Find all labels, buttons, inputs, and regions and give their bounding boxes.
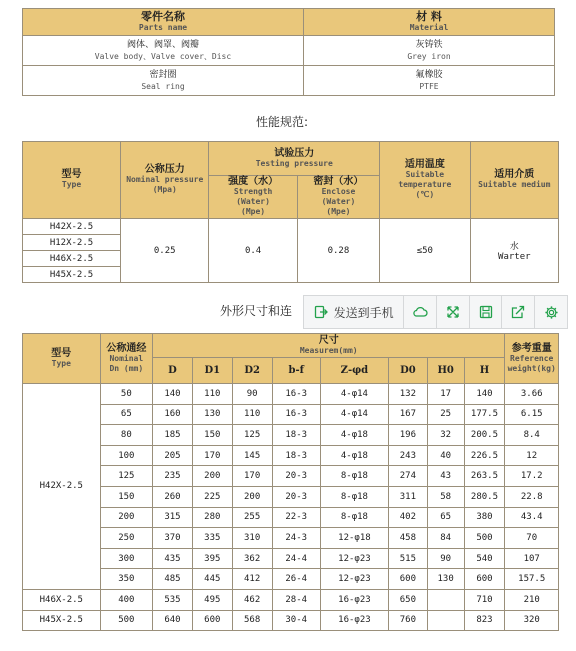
temp-header-unit: (℃) <box>415 190 435 199</box>
table-cell: 125 <box>232 425 272 446</box>
table-cell: 485 <box>153 569 193 590</box>
test-header-cn: 试验压力 <box>274 147 315 159</box>
table-cell: 280 <box>192 507 232 528</box>
np-header-en: Nominal pressure <box>126 175 204 184</box>
table-cell: 20-3 <box>272 486 320 507</box>
model-cell: H12X-2.5 <box>23 235 121 251</box>
table-cell: 58 <box>427 486 464 507</box>
strength-header-sub: (Water) <box>236 197 270 206</box>
table-cell: 760 <box>389 610 428 631</box>
table-cell: 300 <box>100 548 152 569</box>
share-icon <box>511 305 525 319</box>
table-cell: 84 <box>427 528 464 549</box>
table-row <box>23 466 559 487</box>
table-cell: 402 <box>389 507 428 528</box>
settings-icon <box>544 305 559 320</box>
table-cell: 650 <box>389 589 428 610</box>
save-icon <box>479 305 493 319</box>
table-row <box>23 548 559 569</box>
material-header <box>304 9 555 36</box>
table-cell: 4-φ14 <box>320 404 388 425</box>
table-row <box>23 66 555 96</box>
table-cell: 90 <box>232 384 272 405</box>
material-header-cn: 材 料 <box>416 10 442 23</box>
table-cell: 65 <box>427 507 464 528</box>
table-cell: 17.2 <box>505 466 559 487</box>
table-cell: 12-φ23 <box>320 569 388 590</box>
size-header <box>153 334 505 358</box>
table-cell: 30-4 <box>272 610 320 631</box>
table-cell: 3.66 <box>505 384 559 405</box>
table-cell: 177.5 <box>464 404 505 425</box>
table-cell: 8.4 <box>505 425 559 446</box>
medium-value-en: Warter <box>498 252 531 262</box>
table-cell: 8-φ18 <box>320 466 388 487</box>
weight-header-cn: 参考重量 <box>511 342 552 354</box>
type-header-cn: 型号 <box>61 169 82 180</box>
model-cell: H45X-2.5 <box>23 610 101 631</box>
table-cell: 445 <box>192 569 232 590</box>
temperature-value: ≤50 <box>380 219 471 283</box>
table-cell: 370 <box>153 528 193 549</box>
weight-header <box>505 334 559 384</box>
dn-header-unit: Dn (mm) <box>109 363 144 373</box>
table-cell: 24-4 <box>272 548 320 569</box>
expand-icon <box>446 305 460 319</box>
table-cell: 515 <box>389 548 428 569</box>
table-row <box>23 36 555 66</box>
table-cell: 274 <box>389 466 428 487</box>
table-cell: 145 <box>232 445 272 466</box>
table-cell: 395 <box>192 548 232 569</box>
table-cell <box>427 589 464 610</box>
material-name-cn: 灰铸铁 <box>415 39 443 50</box>
material-name-en: PTFE <box>419 81 439 91</box>
performance-table <box>22 141 559 283</box>
part-name-cn: 阀体、阀罩、阀瓣 <box>126 39 199 50</box>
part-name-en: Seal ring <box>141 81 185 91</box>
table-cell: 25 <box>427 404 464 425</box>
table-cell: 167 <box>389 404 428 425</box>
table-cell: 16-φ23 <box>320 589 388 610</box>
table-cell: 50 <box>100 384 152 405</box>
table-cell: 70 <box>505 528 559 549</box>
table-cell: 235 <box>153 466 193 487</box>
table-cell: 315 <box>153 507 193 528</box>
table-cell: 200 <box>232 486 272 507</box>
table-cell: 32 <box>427 425 464 446</box>
seal-value: 0.28 <box>297 219 379 283</box>
table-cell: 18-3 <box>272 445 320 466</box>
share-button[interactable] <box>502 296 535 328</box>
medium-value-cn: 水 <box>509 242 519 252</box>
parts-name-header-en: Parts name <box>138 23 188 32</box>
table-cell: 24-3 <box>272 528 320 549</box>
model-cell: H46X-2.5 <box>23 589 101 610</box>
table-cell: 260 <box>153 486 193 507</box>
table-cell: 65 <box>100 404 152 425</box>
table-cell: 710 <box>464 589 505 610</box>
parts-name-header <box>23 9 304 36</box>
table-cell: 90 <box>427 548 464 569</box>
part-name-en: Valve body、Valve cover、Disc <box>94 51 232 61</box>
table-cell: 80 <box>100 425 152 446</box>
seal-header-unit: (Mpe) <box>326 207 351 216</box>
dn-header-en: Nominal <box>109 353 144 363</box>
col-header: H0 <box>427 358 464 384</box>
size-header-cn: 尺寸 <box>318 334 339 346</box>
table-cell: 110 <box>192 384 232 405</box>
strength-header-cn: 强度（水） <box>228 176 279 187</box>
medium-header-en: Suitable medium <box>478 180 551 189</box>
material-name-en: Grey iron <box>407 51 451 61</box>
strength-header-unit: (Mpe) <box>241 207 266 216</box>
table-cell: 100 <box>100 445 152 466</box>
table-cell: 362 <box>232 548 272 569</box>
model-cell: H45X-2.5 <box>23 267 121 283</box>
seal-header <box>297 176 379 219</box>
part-name-cn: 密封圈 <box>149 69 177 80</box>
table-row <box>23 589 559 610</box>
dim-type-header-en: Type <box>51 358 71 368</box>
medium-header <box>470 142 558 219</box>
table-cell: 40 <box>427 445 464 466</box>
table-cell: 28-4 <box>272 589 320 610</box>
table-cell: 412 <box>232 569 272 590</box>
table-cell: 205 <box>153 445 193 466</box>
table-cell: 18-3 <box>272 425 320 446</box>
nominal-pressure-header <box>121 142 209 219</box>
save-button[interactable] <box>470 296 503 328</box>
dn-header <box>100 334 152 384</box>
np-header-unit: (Mpa) <box>152 185 177 194</box>
table-cell: 12 <box>505 445 559 466</box>
nominal-pressure-value: 0.25 <box>121 219 209 283</box>
col-header: D <box>153 358 193 384</box>
np-header-cn: 公称压力 <box>144 164 185 175</box>
table-cell: 500 <box>100 610 152 631</box>
send-to-phone-label: 发送到手机 <box>333 305 394 320</box>
table-cell: 500 <box>464 528 505 549</box>
send-to-phone-icon <box>314 305 328 319</box>
col-header: b-f <box>272 358 320 384</box>
table-cell: 43 <box>427 466 464 487</box>
part-cell <box>23 36 304 66</box>
seal-header-sub: (Water) <box>321 197 356 206</box>
table-cell: 150 <box>100 486 152 507</box>
table-cell: 200 <box>192 466 232 487</box>
table-cell: 157.5 <box>505 569 559 590</box>
table-cell: 4-φ18 <box>320 425 388 446</box>
dimensions-body <box>23 384 559 631</box>
table-cell: 132 <box>389 384 428 405</box>
table-cell: 125 <box>100 466 152 487</box>
table-cell: 243 <box>389 445 428 466</box>
table-cell: 600 <box>192 610 232 631</box>
table-cell: 130 <box>427 569 464 590</box>
table-cell: 20-3 <box>272 466 320 487</box>
table-cell: 400 <box>100 589 152 610</box>
send-to-phone-button[interactable] <box>304 296 404 328</box>
performance-title: 性能规范: <box>256 115 309 129</box>
seal-header-en: Enclose <box>321 187 356 196</box>
size-header-en: Measurem(mm) <box>299 345 358 355</box>
cloud-button[interactable] <box>404 296 437 328</box>
share-toolbar <box>303 295 568 329</box>
strength-header <box>209 176 297 219</box>
table-cell: 226.5 <box>464 445 505 466</box>
table-cell: 43.4 <box>505 507 559 528</box>
type-header <box>23 142 121 219</box>
col-header: D0 <box>389 358 428 384</box>
table-cell: 250 <box>100 528 152 549</box>
temp-header-cn: 适用温度 <box>404 159 445 170</box>
table-row <box>23 384 559 405</box>
strength-header-en: Strength <box>233 187 273 196</box>
table-cell: 16-φ23 <box>320 610 388 631</box>
table-cell: 107 <box>505 548 559 569</box>
temperature-header <box>380 142 471 219</box>
part-cell <box>23 66 304 96</box>
table-cell: 600 <box>389 569 428 590</box>
medium-value <box>470 219 558 283</box>
table-cell: 380 <box>464 507 505 528</box>
col-header: H <box>464 358 505 384</box>
table-cell: 640 <box>153 610 193 631</box>
model-cell: H42X-2.5 <box>23 219 121 235</box>
cloud-icon <box>412 305 428 319</box>
table-cell: 458 <box>389 528 428 549</box>
table-row <box>23 569 559 590</box>
table-row <box>23 445 559 466</box>
table-cell: 435 <box>153 548 193 569</box>
table-cell: 4-φ18 <box>320 445 388 466</box>
model-cell: H42X-2.5 <box>23 384 101 590</box>
table-cell: 350 <box>100 569 152 590</box>
table-cell: 263.5 <box>464 466 505 487</box>
table-cell <box>427 610 464 631</box>
table-cell: 600 <box>464 569 505 590</box>
table-cell: 6.15 <box>505 404 559 425</box>
table-cell: 22.8 <box>505 486 559 507</box>
table-cell: 170 <box>232 466 272 487</box>
table-cell: 8-φ18 <box>320 507 388 528</box>
strength-value: 0.4 <box>209 219 297 283</box>
table-cell: 22-3 <box>272 507 320 528</box>
table-cell: 110 <box>232 404 272 425</box>
table-cell: 140 <box>153 384 193 405</box>
weight-header-en: Reference weight(kg) <box>507 353 556 373</box>
table-row <box>23 507 559 528</box>
material-header-en: Material <box>409 23 449 32</box>
table-cell: 130 <box>192 404 232 425</box>
table-cell: 170 <box>192 445 232 466</box>
table-cell: 311 <box>389 486 428 507</box>
table-cell: 200 <box>100 507 152 528</box>
table-cell: 196 <box>389 425 428 446</box>
table-cell: 310 <box>232 528 272 549</box>
medium-header-cn: 适用介质 <box>494 169 535 180</box>
table-cell: 140 <box>464 384 505 405</box>
material-cell <box>304 36 555 66</box>
table-cell: 462 <box>232 589 272 610</box>
table-cell: 535 <box>153 589 193 610</box>
table-cell: 210 <box>505 589 559 610</box>
test-header-en: Testing pressure <box>255 158 333 168</box>
dim-type-header-cn: 型号 <box>51 347 72 359</box>
table-cell: 200.5 <box>464 425 505 446</box>
col-header: D2 <box>232 358 272 384</box>
parts-name-header-cn: 零件名称 <box>141 10 185 23</box>
testing-pressure-header <box>209 142 380 176</box>
table-cell: 823 <box>464 610 505 631</box>
table-row <box>23 425 559 446</box>
seal-header-cn: 密封（水） <box>313 176 364 187</box>
settings-button[interactable] <box>535 296 567 328</box>
table-cell: 12-φ18 <box>320 528 388 549</box>
table-cell: 255 <box>232 507 272 528</box>
table-cell: 26-4 <box>272 569 320 590</box>
table-cell: 16-3 <box>272 384 320 405</box>
table-cell: 540 <box>464 548 505 569</box>
table-cell: 150 <box>192 425 232 446</box>
model-cell: H46X-2.5 <box>23 251 121 267</box>
dimensions-table <box>22 333 559 631</box>
type-header-en: Type <box>61 180 82 189</box>
table-cell: 185 <box>153 425 193 446</box>
table-cell: 335 <box>192 528 232 549</box>
table-cell: 12-φ23 <box>320 548 388 569</box>
expand-button[interactable] <box>437 296 470 328</box>
table-cell: 568 <box>232 610 272 631</box>
table-row <box>23 610 559 631</box>
material-cell <box>304 66 555 96</box>
table-row <box>23 404 559 425</box>
table-cell: 8-φ18 <box>320 486 388 507</box>
table-cell: 160 <box>153 404 193 425</box>
table-row <box>23 528 559 549</box>
temp-header-en: Suitable temperature <box>398 170 452 189</box>
table-cell: 280.5 <box>464 486 505 507</box>
table-cell: 320 <box>505 610 559 631</box>
dim-type-header <box>23 334 101 384</box>
table-cell: 16-3 <box>272 404 320 425</box>
dn-header-cn: 公称通经 <box>106 342 147 354</box>
parts-material-table <box>22 8 555 96</box>
table-cell: 17 <box>427 384 464 405</box>
table-cell: 4-φ14 <box>320 384 388 405</box>
col-header: Z-φd <box>320 358 388 384</box>
col-header: D1 <box>192 358 232 384</box>
material-name-cn: 氟橡胶 <box>415 69 443 80</box>
table-cell: 495 <box>192 589 232 610</box>
dimensions-title: 外形尺寸和连 <box>220 304 293 318</box>
table-row <box>23 486 559 507</box>
table-cell: 225 <box>192 486 232 507</box>
